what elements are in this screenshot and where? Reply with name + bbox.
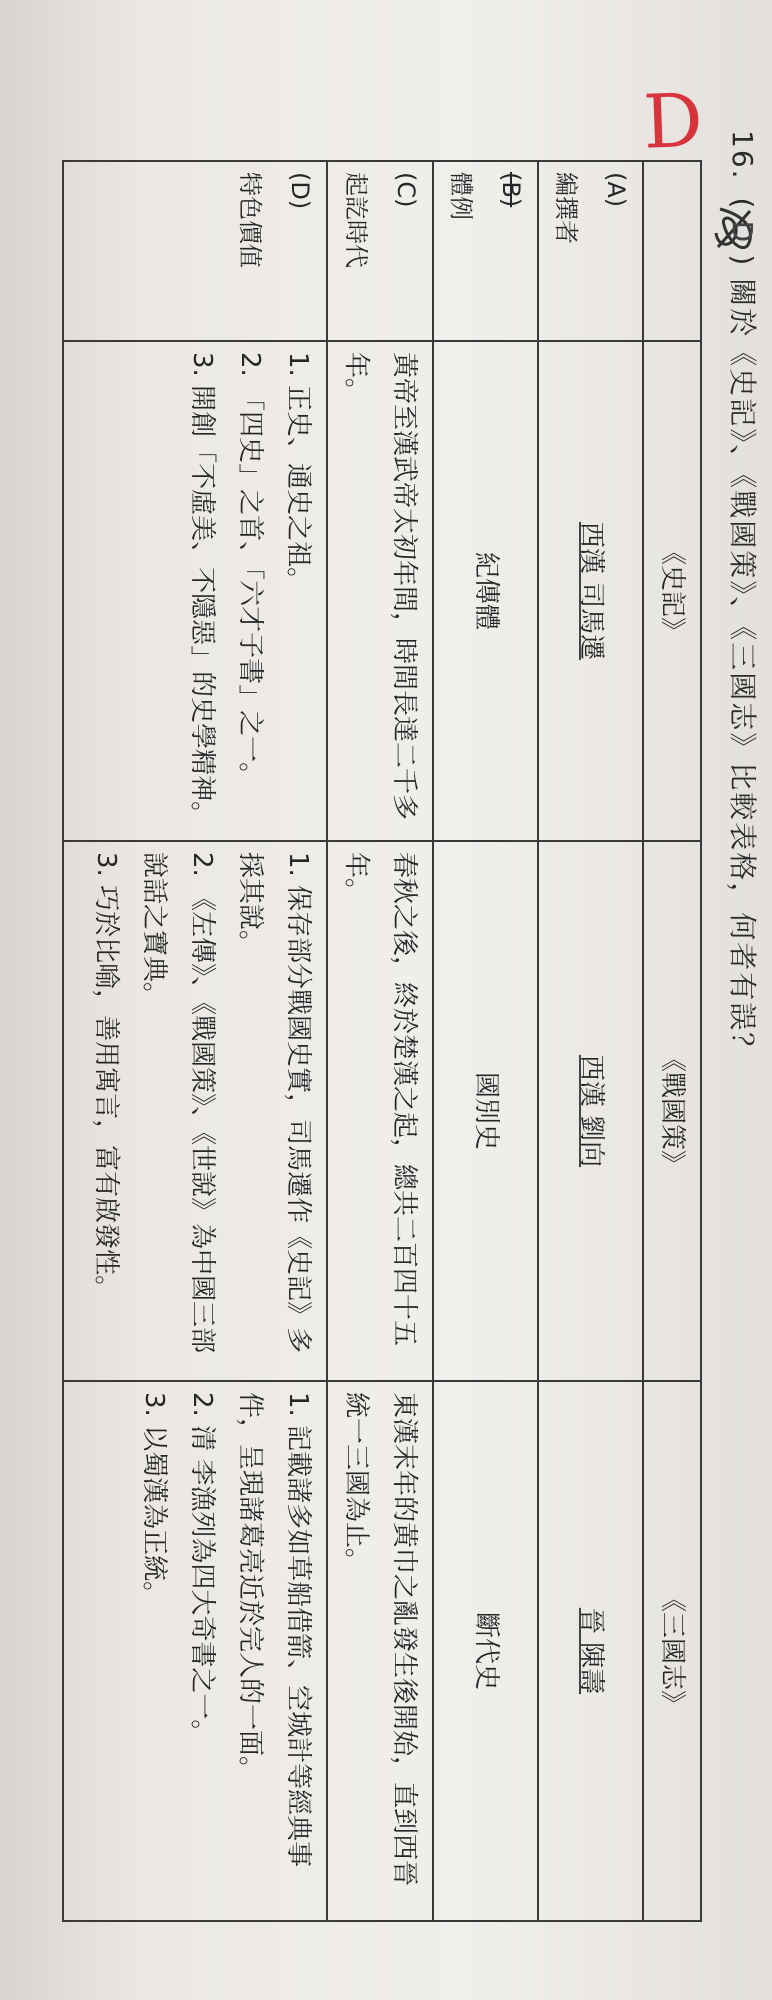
table-cell: 國別史	[433, 841, 538, 1381]
table-cell	[63, 841, 327, 1381]
row-title: 體例	[446, 172, 475, 220]
row-title: 特色價值	[235, 172, 264, 268]
row-label	[63, 161, 327, 341]
table-cell: 黃帝至漢武帝太初年間，時間長達二千多年。	[327, 341, 433, 841]
list-item: 3. 巧於比喻，善用寓言，富有啟發性。	[90, 852, 121, 1302]
question-number: 16.	[726, 130, 759, 181]
row-title: 編撰者	[551, 172, 580, 244]
header-cell: 《史記》	[643, 341, 701, 841]
row-label	[327, 161, 433, 341]
table-cell: 紀傳體	[433, 341, 538, 841]
list-item: 1. 正史、通史之祖。	[283, 352, 314, 594]
table-cell: 晉 陳壽	[538, 1381, 643, 1921]
grader-mark: D	[641, 77, 705, 166]
comparison-table	[62, 160, 702, 1922]
row-title: 起訖時代	[341, 172, 370, 268]
table-cell	[63, 1381, 327, 1921]
table-row-b	[433, 161, 538, 1921]
row-label	[538, 161, 643, 341]
choice-letter: (C)	[392, 172, 421, 208]
table-header-row	[643, 161, 701, 1921]
list-item: 3. 以蜀漢為正統。	[138, 1392, 169, 1608]
header-cell	[643, 161, 701, 341]
list-item: 1. 記載諸多如草船借箭、空城計等經典事件，呈現諸葛亮近於完人的一面。	[235, 1392, 314, 1868]
table-cell: 春秋之後，終於楚漢之起，總共二百四十五年。	[327, 841, 433, 1381]
table-cell: 斷代史	[433, 1381, 538, 1921]
question-text: 關於《史記》、《戰國策》、《三國志》比較表格，何者有誤？	[726, 278, 759, 1063]
list-item: 2. 《左傳》、《戰國策》、《世說》為中國三部說話之寶典。	[138, 852, 217, 1354]
table-row-a	[538, 161, 643, 1921]
header-cell: 《戰國策》	[643, 841, 701, 1381]
table-cell: 東漢末年的黃巾之亂發生後開始，直到西晉統一三國為止。	[327, 1381, 433, 1921]
list-item: 1. 保存部分戰國史實，司馬遷作《史記》多採其說。	[235, 852, 314, 1354]
row-label	[433, 161, 538, 341]
list-item: 3. 開創「不虛美、不隱惡」的史學精神。	[186, 352, 217, 828]
list-item: 2. 「四史」之首、「六才子書」之一。	[235, 352, 266, 789]
choice-letter: (B)	[497, 172, 526, 208]
list-item: 2. 清 李漁列為四大奇書之一。	[186, 1392, 217, 1746]
table-cell: 西漢 劉向	[538, 841, 643, 1381]
table-row-c	[327, 161, 433, 1921]
table-cell	[63, 341, 327, 841]
header-cell: 《三國志》	[643, 1381, 701, 1921]
question-line: 16. (D) 關於《史記》、《戰國策》、《三國志》比較表格，何者有誤？	[726, 130, 759, 1063]
choice-letter: (A)	[601, 172, 630, 208]
table-row-d	[63, 161, 327, 1921]
choice-letter: (D)	[286, 172, 315, 210]
answer-blank: D	[726, 220, 759, 245]
table-cell: 西漢 司馬遷	[538, 341, 643, 841]
